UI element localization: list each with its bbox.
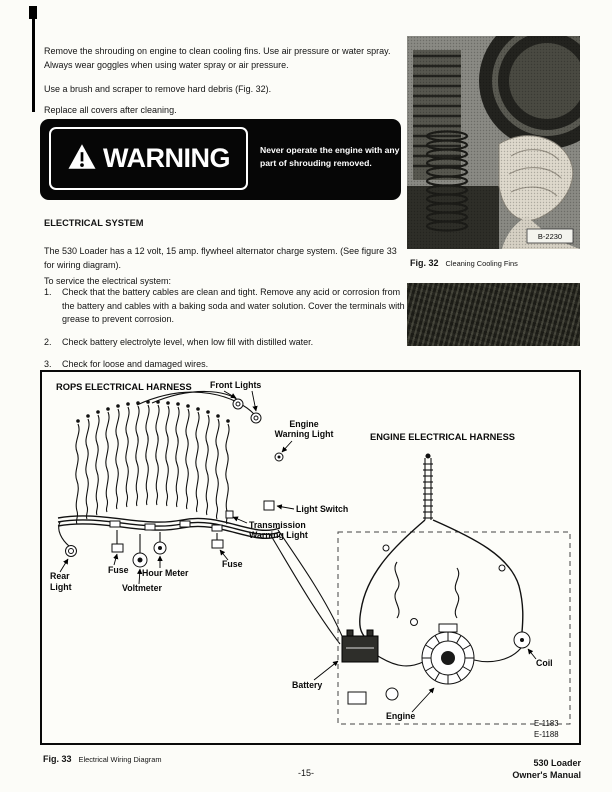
label-front-lights: Front Lights (210, 380, 262, 390)
label-light-switch: Light Switch (296, 504, 349, 514)
label-rear-1: Rear (50, 571, 70, 581)
list-item-text: Check battery electrolyte level, when low fill with distilled water. (62, 336, 314, 347)
dark-photo-block (407, 283, 580, 346)
label-engine-warning-2: Warning Light (274, 429, 334, 439)
binding-edge-blob (29, 6, 37, 19)
rops-harness-wires (76, 391, 255, 524)
fuse-left-symbol (112, 544, 123, 552)
page-number: -15- (297, 768, 314, 778)
rops-harness-title: ROPS ELECTRICAL HARNESS (56, 382, 192, 392)
footer-line-2: Owner's Manual (512, 770, 581, 781)
list-item-text: Check that the battery cables are clean and tight. Remove any acid or corrosion from the battery and cables with a baking soda and water solution. Cover the terminals with grease to prevent corrosion. (62, 287, 405, 324)
label-rear-2: Light (50, 582, 72, 592)
list-item-number: 3. (44, 359, 52, 369)
engine-harness-title: ENGINE ELECTRICAL HARNESS (370, 432, 515, 442)
label-transmission-2: Warning Light (249, 530, 308, 540)
service-checklist (44, 286, 406, 381)
label-battery: Battery (292, 680, 323, 690)
section-heading-electrical: ELECTRICAL SYSTEM (44, 218, 144, 228)
list-item-number: 1. (44, 287, 52, 297)
list-item-number: 2. (44, 336, 52, 347)
light-switch-symbol (264, 501, 274, 510)
battery-symbol (342, 630, 378, 662)
paragraph-covers: Replace all covers after cleaning. (44, 105, 177, 115)
binding-edge-mark (32, 6, 35, 112)
label-engine: Engine (386, 711, 416, 721)
paragraph-charge-system: The 530 Loader has a 12 volt, 15 amp. flywheel alternator charge system. (See figure 33 for wiring diagram). (44, 246, 397, 270)
front-lights-symbol (233, 399, 261, 423)
figure-33-caption (43, 749, 161, 767)
figure-33-diagram (40, 370, 581, 745)
label-fuse-right: Fuse (222, 559, 243, 569)
list-item (44, 336, 406, 350)
label-coil: Coil (536, 658, 553, 668)
list-item-text: Check for loose and damaged wires. (62, 359, 209, 369)
footer-line-1: 530 Loader (533, 758, 581, 768)
photo-code: B-2230 (537, 232, 563, 241)
label-voltmeter: Voltmeter (122, 583, 162, 593)
warning-icon (67, 143, 97, 175)
paragraph-service-intro: To service the electrical system: (44, 276, 172, 286)
warning-title: WARNING (103, 143, 230, 173)
figure-32-caption (410, 253, 518, 271)
label-transmission-1: Transmission (249, 520, 306, 530)
diagram-code-2: E-1188 (534, 730, 559, 739)
label-fuse-left: Fuse (108, 565, 129, 575)
label-hour-meter: Hour Meter (142, 568, 189, 578)
engine-symbol (422, 624, 474, 684)
manual-footer (512, 757, 581, 781)
transmission-warning-light-symbol (226, 511, 233, 518)
figure-33-caption-text: Electrical Wiring Diagram (78, 755, 162, 764)
engine-harness-connector (423, 454, 433, 520)
fuse-right-symbol (212, 540, 223, 548)
list-item (44, 286, 406, 327)
figure-33-label: Fig. 33 (43, 754, 72, 764)
paragraph-shrouding: Remove the shrouding on engine to clean cooling fins. Use air pressure or water spray. Always wear goggles when using water spray or air pressure. (44, 46, 391, 70)
warning-title-frame (49, 127, 248, 190)
diagram-code-1: E-1183 (534, 719, 559, 728)
figure-32-caption-text: Cleaning Cooling Fins (445, 259, 518, 268)
photo-code-tag (527, 229, 573, 243)
paragraph-brush: Use a brush and scraper to remove hard debris (Fig. 32). (44, 84, 272, 94)
figure-32-label: Fig. 32 (410, 258, 439, 268)
figure-32-photo (407, 36, 580, 249)
warning-box (40, 119, 401, 200)
label-engine-warning-1: Engine (289, 419, 319, 429)
warning-message: Never operate the engine with any part of shrouding removed. (260, 145, 400, 169)
